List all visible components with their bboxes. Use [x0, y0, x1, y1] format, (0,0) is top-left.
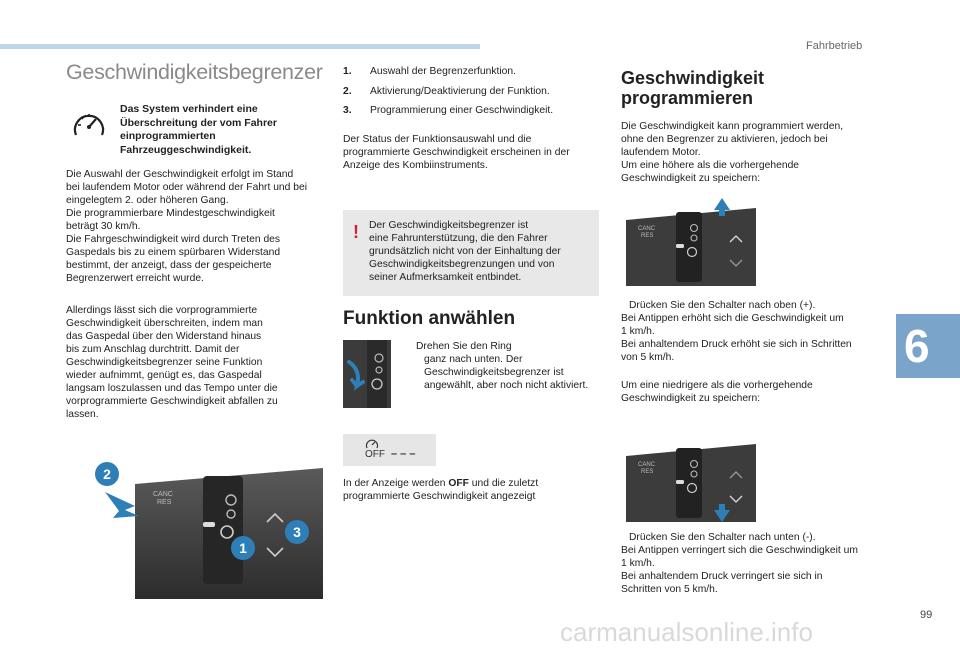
text-line: Schritten von 5 km/h.: [621, 584, 718, 595]
stalk-down-illustration: [626, 434, 756, 522]
text-line: das Gaspedal über den Widerstand hinaus: [66, 331, 262, 342]
section-title: Fahrbetrieb: [806, 40, 863, 52]
callout-2-label: 2: [103, 466, 111, 482]
step-text: Aktivierung/Deaktivierung der Funktion.: [370, 85, 550, 97]
text-line: eine Fahrunterstützung, die den Fahrer: [369, 233, 548, 244]
text-line: ganz nach unten. Der: [424, 354, 523, 365]
speedometer-gauge-icon: [72, 110, 106, 140]
callout-3-label: 3: [293, 524, 301, 540]
text-line: wieder aufnimmt, genügt es, das Gaspedal: [66, 370, 262, 381]
list-item: [343, 66, 593, 77]
text-line: grundsätzlich nicht von der Einhaltung der: [369, 246, 561, 257]
text-line: In der Anzeige werden OFF und die zuletzt: [343, 478, 539, 489]
stalk-label-res: RES: [641, 469, 654, 475]
text-line: seiner Aufmerksamkeit entbindet.: [369, 272, 522, 283]
display-paragraph: [343, 477, 593, 503]
stalk-label-canc: CANC: [638, 462, 656, 468]
text-line: von 5 km/h.: [621, 352, 675, 363]
text-line: Die Geschwindigkeit kann programmiert werden,: [621, 121, 844, 132]
text-line: programmierte Geschwindigkeit erscheinen in der: [343, 147, 570, 158]
status-paragraph: [343, 133, 583, 172]
warning-box: [343, 210, 599, 296]
header-rule: [0, 44, 480, 49]
text-line: Allerdings lässt sich die vorprogrammierte: [66, 305, 258, 316]
stalk-label-res: RES: [641, 233, 654, 239]
text-line: beträgt 30 km/h.: [66, 221, 141, 232]
text-line: Bei Antippen erhöht sich die Geschwindigkeit um: [621, 313, 844, 324]
list-item: [343, 105, 593, 116]
step-text: Auswahl der Begrenzerfunktion.: [370, 66, 516, 77]
text-line: laufendem Motor.: [621, 147, 701, 158]
text-line: lassen.: [66, 409, 99, 420]
text-line: bestimmt, der anzeigt, dass der gespeicherte: [66, 260, 272, 271]
callout-1-label: 1: [239, 540, 247, 556]
step-text: Programmierung einer Geschwindigkeit.: [370, 105, 554, 116]
text-line: vorprogrammierte Geschwindigkeit abfallen zu: [66, 396, 278, 407]
text-line: programmierte Geschwindigkeit angezeigt: [343, 491, 536, 502]
text-line: angewählt, aber noch nicht aktiviert.: [424, 380, 589, 391]
text-line: Um eine niedrigere als die vorhergehende: [621, 380, 813, 391]
function-steps: [343, 66, 593, 125]
text-line: Der Status der Funktionsauswahl und die: [343, 134, 532, 145]
section-heading-program: Geschwindigkeit programmieren: [621, 68, 765, 108]
text-line: Drücken Sie den Schalter nach oben (+).: [629, 300, 816, 311]
text-line: Die Fahrgeschwindigkeit wird durch Treten des: [66, 234, 281, 245]
text-line: Begrenzerwert erreicht wurde.: [66, 273, 204, 284]
text-line: Geschwindigkeit überschreiten, indem man: [66, 318, 263, 329]
page-title: Geschwindigkeitsbegrenzer: [66, 60, 323, 84]
lower-speed-intro: [621, 379, 883, 405]
text-line: Drehen Sie den Ring: [416, 341, 512, 352]
watermark: carmanualsonline.info: [560, 617, 813, 647]
text-line: Bei anhaltendem Druck erhöht sie sich in Schritten: [621, 339, 852, 350]
ring-instruction: [408, 340, 598, 392]
step-number: 1.: [343, 66, 352, 77]
text-line: eingelegtem 2. oder höheren Gang.: [66, 195, 229, 206]
text-line: 1 km/h.: [621, 558, 655, 569]
text-line: Geschwindigkeitsbegrenzer seine Funktion: [66, 357, 263, 368]
stalk-label-res: RES: [157, 499, 172, 506]
intro-lead: Das System verhindert eine Überschreitung der vom Fahrer einprogrammierten Fahrzeuggeschwindigkeit.: [120, 103, 277, 156]
display-status: OFF: [365, 449, 385, 460]
list-item: [343, 86, 593, 97]
stalk-up-illustration: [626, 198, 756, 286]
ring-turn-illustration: [343, 340, 391, 408]
stalk-label-canc: CANC: [153, 491, 173, 498]
text-line: Geschwindigkeitsbegrenzungen und von: [369, 259, 555, 270]
stalk-label-canc: CANC: [638, 226, 656, 232]
body-paragraph-2: [66, 304, 328, 421]
press-down-instruction: [621, 531, 883, 596]
text-line: Geschwindigkeit zu speichern:: [621, 393, 761, 404]
body-paragraph-1: [66, 168, 328, 285]
step-number: 2.: [343, 85, 352, 97]
press-up-instruction: [621, 299, 883, 364]
warning-text: [369, 219, 589, 284]
text-line: Drücken Sie den Schalter nach unten (-).: [629, 532, 816, 543]
text-line: Die programmierbare Mindestgeschwindigkeit: [66, 208, 275, 219]
text-line: Bei Antippen verringert sich die Geschwindigkeit um: [621, 545, 858, 556]
text-line: Um eine höhere als die vorhergehende: [621, 160, 800, 171]
step-number: 3.: [343, 105, 352, 116]
program-intro: [621, 120, 883, 185]
text-line: ohne den Begrenzer zu aktivieren, jedoch bei: [621, 134, 828, 145]
text-line: langsam loszulassen und das Tempo unter die: [66, 383, 278, 394]
text-line: 1 km/h.: [621, 326, 655, 337]
stalk-illustration: [95, 456, 323, 599]
text-line: Geschwindigkeit zu speichern:: [621, 173, 761, 184]
display-dashes: – – –: [391, 448, 416, 460]
warning-icon: !: [353, 222, 359, 242]
text-line: Die Auswahl der Geschwindigkeit erfolgt im Stand: [66, 169, 294, 180]
text-line: Gaspedals bis zu einem spürbaren Widerstand: [66, 247, 281, 258]
text-line: Der Geschwindigkeitsbegrenzer ist: [369, 220, 529, 231]
text-line: Geschwindigkeitsbegrenzer ist: [424, 367, 564, 378]
text-line: bei laufendem Motor oder während der Fahrt und bei: [66, 182, 307, 193]
instrument-display: [343, 434, 436, 466]
text-line: Anzeige des Kombiinstruments.: [343, 160, 488, 171]
section-heading-select: Funktion anwählen: [343, 308, 516, 329]
text-line: Bei anhaltendem Druck verringert sie sich in: [621, 571, 823, 582]
page-number: 99: [920, 609, 933, 621]
chapter-tab: 6: [896, 314, 960, 378]
text-line: bis zum Anschlag durchtritt. Damit der: [66, 344, 240, 355]
